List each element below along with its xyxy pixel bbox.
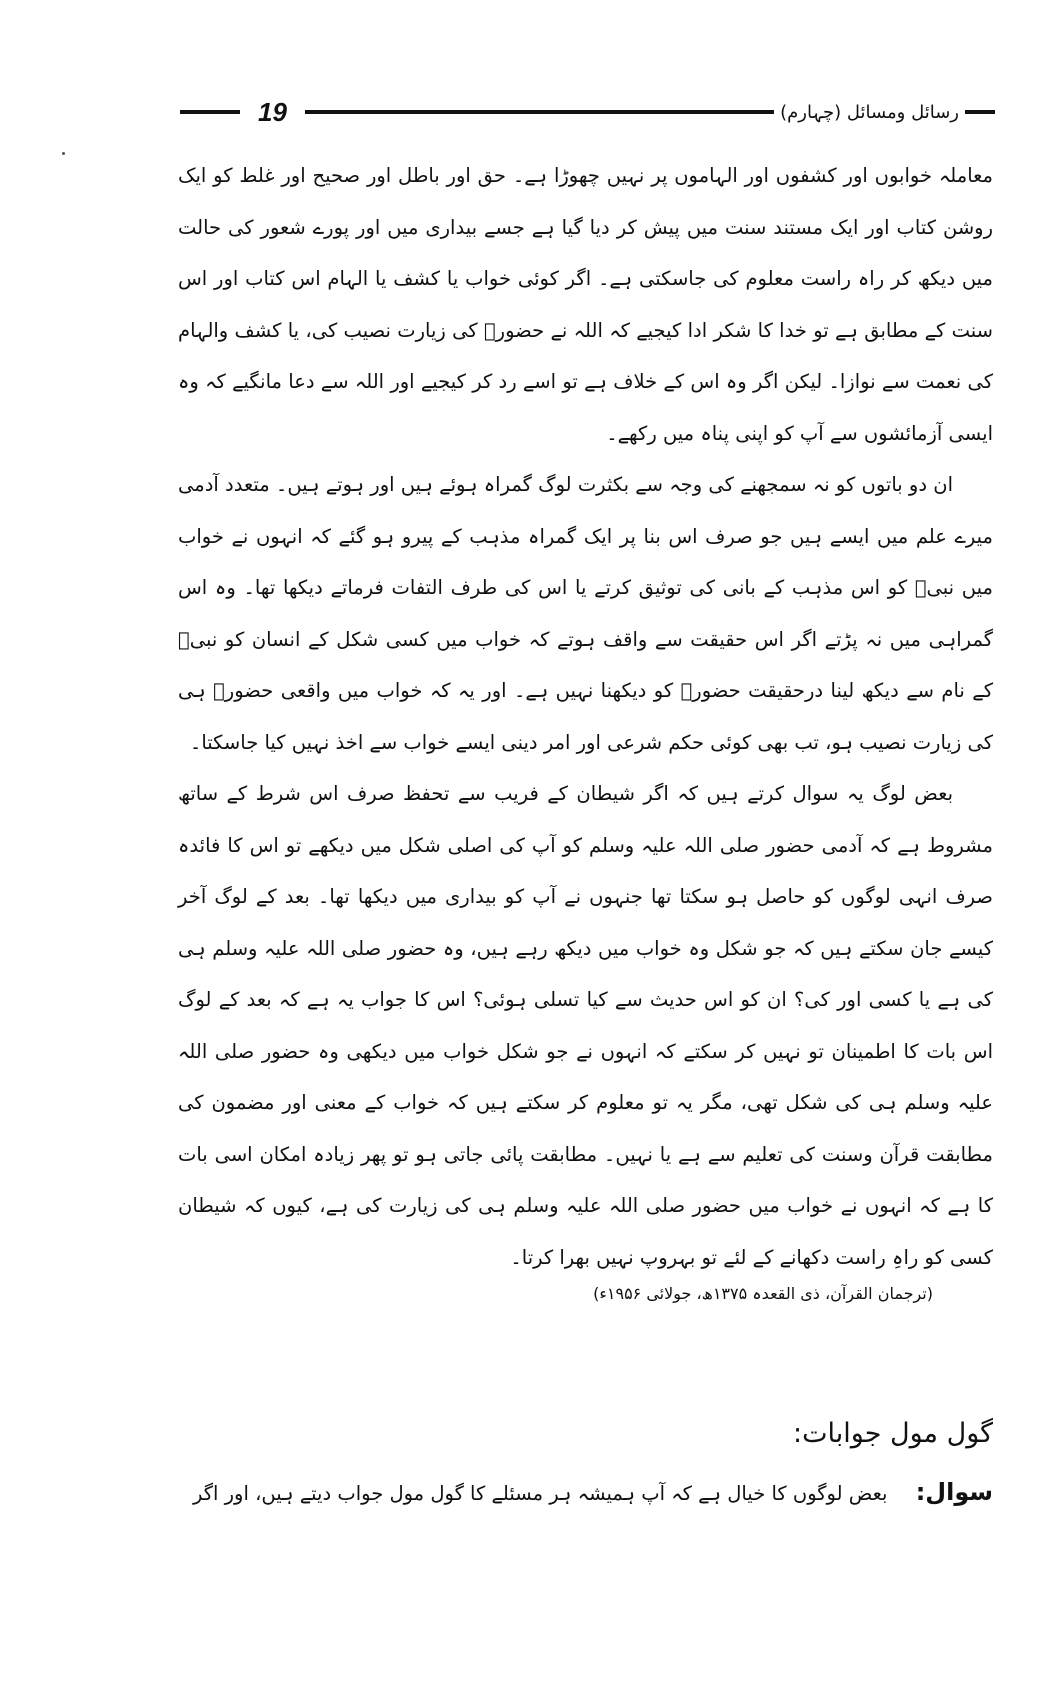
running-title: رسائل ومسائل (چہارم) bbox=[780, 101, 959, 123]
question-label: سوال: bbox=[915, 1478, 993, 1506]
paragraph-3: بعض لوگ یہ سوال کرتے ہیں کہ اگر شیطان کے فریب سے تحفظ صرف اس شرط کے ساتھ مشروط ہے کہ آدمی حضور صلی اللہ علیہ وسلم کو آپ کی اصلی شکل میں دیکھے تو اس کا فائدہ صرف انہی لوگوں کو حاصل ہو سکتا تھا جنہوں نے آپ کو بیداری میں دیکھا تھا۔ بعد کے لوگ آخر کیسے جان سکتے ہیں کہ جو شکل وہ خواب میں دیکھ رہے ہیں، وہ حضور صلی اللہ علیہ وسلم ہی کی ہے یا کسی اور کی؟ ان کو اس حدیث سے کیا تسلی ہوئی؟ اس کا جواب یہ ہے کہ بعد کے لوگ اس بات کا اطمینان تو نہیں کر سکتے کہ انہوں نے جو شکل خواب میں دیکھی وہ حضور صلی اللہ علیہ وسلم ہی کی شکل تھی، مگر یہ تو معلوم کر سکتے ہیں کہ خواب کے معنی اور مضمون کی مطابقت قرآن وسنت کی تعلیم سے ہے یا نہیں۔ مطابقت پائی جاتی ہو تو پھر زیادہ امکان اسی بات کا ہے کہ انہوں نے خواب میں حضور صلی اللہ علیہ وسلم ہی کی زیارت کی ہے، کیوں کہ شیطان کسی کو راہِ راست دکھانے کے لئے تو بہروپ نہیں بھرا کرتا۔ bbox=[178, 782, 993, 1269]
scan-speck bbox=[62, 152, 65, 155]
citation: (ترجمان القرآن، ذی القعدہ ۱۳۷۵ھ، جولائی ۱۹۵۶ء) bbox=[593, 1284, 933, 1303]
section-heading: گول مول جوابات: bbox=[792, 1418, 993, 1449]
page-number: 19 bbox=[258, 96, 287, 127]
page-header bbox=[180, 92, 995, 132]
body-text bbox=[178, 150, 993, 1311]
header-rule-right bbox=[965, 110, 995, 114]
question-block bbox=[178, 1470, 993, 1516]
header-rule-middle bbox=[305, 110, 774, 114]
paragraph-1: معاملہ خوابوں اور کشفوں اور الہاموں پر نہیں چھوڑا ہے۔ حق اور باطل اور صحیح اور غلط کو ایک روشن کتاب اور ایک مستند سنت میں پیش کر دیا گیا ہے جسے بیداری میں اور پورے شعور کی حالت میں دیکھ کر راہ راست معلوم کی جاسکتی ہے۔ اگر کوئی خواب یا کشف یا الہام اس کتاب اور اس سنت کے مطابق ہے تو خدا کا شکر ادا کیجیے کہ اللہ نے حضورؐ کی زیارت نصیب کی، یا کشف والہام کی نعمت سے نوازا۔ لیکن اگر وہ اس کے خلاف ہے تو اسے رد کر کیجیے اور اللہ سے دعا مانگیے کہ وہ ایسی آزمائشوں سے آپ کو اپنی پناہ میں رکھے۔ bbox=[178, 164, 993, 445]
paragraph-2: ان دو باتوں کو نہ سمجھنے کی وجہ سے بکثرت لوگ گمراہ ہوئے ہیں اور ہوتے ہیں۔ متعدد آدمی میرے علم میں ایسے ہیں جو صرف اس بنا پر ایک گمراہ مذہب کے پیرو ہو گئے کہ انہوں نے خواب میں نبیؐ کو اس مذہب کے بانی کی توثیق کرتے یا اس کی طرف التفات فرماتے دیکھا تھا۔ وہ اس گمراہی میں نہ پڑتے اگر اس حقیقت سے واقف ہوتے کہ خواب میں کسی شکل کے انسان کو نبیؐ کے نام سے دیکھ لینا درحقیقت حضورؐ کو دیکھنا نہیں ہے۔ اور یہ کہ خواب میں واقعی حضورؐ ہی کی زیارت نصیب ہو، تب بھی کوئی حکم شرعی اور امر دینی ایسے خواب سے اخذ نہیں کیا جاسکتا۔ bbox=[178, 473, 993, 754]
question-text: بعض لوگوں کا خیال ہے کہ آپ ہمیشہ ہر مسئلے کا گول مول جواب دیتے ہیں، اور اگر bbox=[192, 1482, 888, 1505]
header-rule-left bbox=[180, 110, 240, 114]
